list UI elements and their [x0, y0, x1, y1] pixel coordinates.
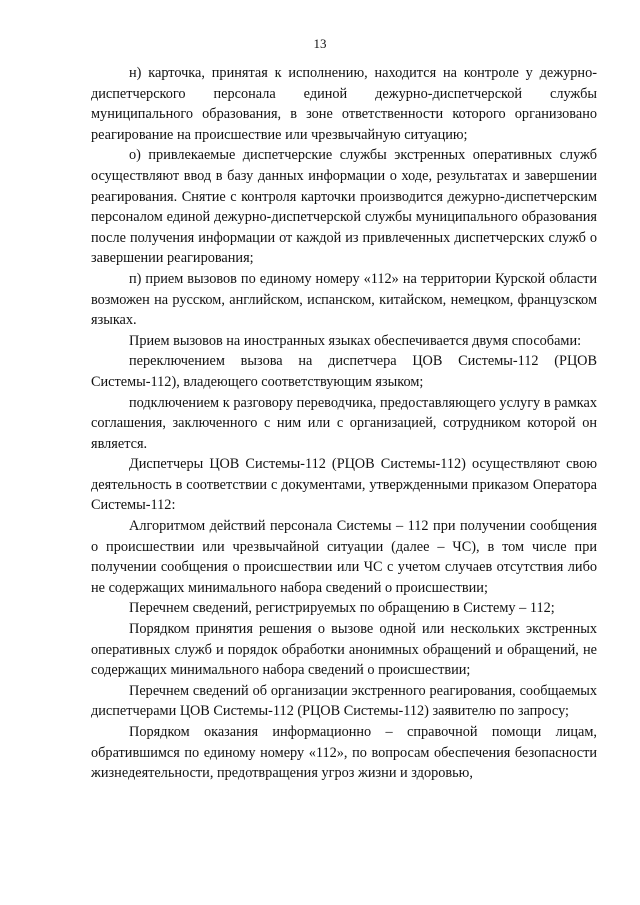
paragraph-decision-order: Порядком принятия решения о вызове одной или нескольких экстренных оперативных служб и порядок обработки анонимных обращений и обращений, не содержащих минимального набора сведений о происшествии; [91, 621, 597, 679]
paragraph-response-info: Перечнем сведений об организации экстренного реагирования, сообщаемых диспетчерами ЦОВ Системы-112 (РЦОВ Системы-112) заявителю по запросу; [91, 682, 597, 720]
paragraph-n-card-control: н) карточка, принятая к исполнению, находится на контроле у дежурно-диспетчерского персонала единой дежурно-диспетчерской службы муниципального образования, в зоне ответственности которого организовано реагирование на происшествие или чрезвычайную ситуацию; [91, 65, 597, 143]
paragraph-dispatchers-activity: Диспетчеры ЦОВ Системы-112 (РЦОВ Системы-112) осуществляют свою деятельность в соответствии с документами, утвержденными приказом Оператора Системы-112: [91, 456, 597, 514]
page-number: 13 [313, 36, 327, 51]
paragraph-p-languages: п) прием вызовов по единому номеру «112» на территории Курской области возможен на русском, английском, испанском, китайском, немецком, французском языках. [91, 270, 597, 329]
paragraph-algorithm: Алгоритмом действий персонала Системы – 112 при получении сообщения о происшествии или чрезвычайной ситуации (далее – ЧС), в том числе при получении сообщения о происшествии или ЧС с учетом случаев отсутствия либо не содержащих минимального набора сведений о происшествии; [91, 518, 597, 596]
paragraph-o-services-input: о) привлекаемые диспетчерские службы экстренных оперативных служб осуществляют ввод в базу данных информации о ходе, результатах и завершении реагирования. Снятие с контроля карточки производится дежурно-диспетчерским персоналом единой дежурно-диспетчерской службы муниципального образования после получения информации от каждой из привлеченных диспетчерских служб о завершении реагирования; [91, 147, 597, 267]
paragraph-foreign-calls: Прием вызовов на иностранных языках обеспечивается двумя способами: [129, 332, 582, 349]
paragraph-switch-dispatcher: переключением вызова на диспетчера ЦОВ Системы-112 (РЦОВ Системы-112), владеющего соответствующим языком; [91, 353, 597, 390]
paragraph-registered-info: Перечнем сведений, регистрируемых по обращению в Систему – 112; [129, 600, 555, 617]
paragraph-reference-help: Порядком оказания информационно – справочной помощи лицам, обратившимся по единому номеру «112», по вопросам обеспечения безопасности жизнедеятельности, предотвращения угроз жизни и здоровью, [91, 724, 597, 782]
document-body [91, 63, 597, 784]
paragraph-translator: подключением к разговору переводчика, предоставляющего услугу в рамках соглашения, заключенного с ним или с организацией, сотрудником которой он является. [91, 394, 597, 452]
